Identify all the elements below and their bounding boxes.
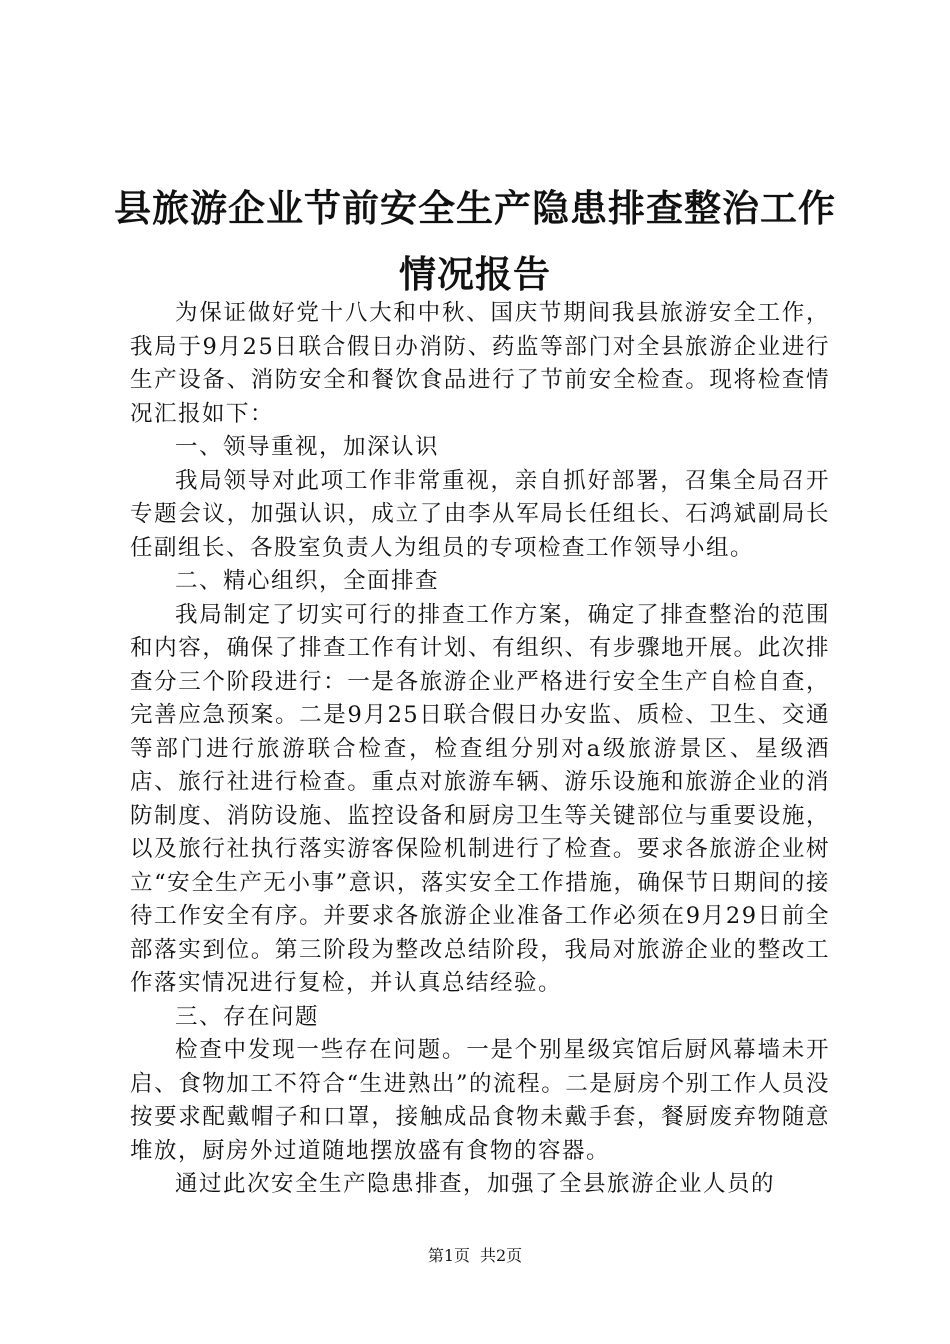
page-number: 第1页	[427, 1246, 470, 1265]
paragraph-problems: 检查中发现一些存在问题。一是个别星级宾馆后厨风幕墙未开启、食物加工不符合“生进熟出”的流程。二是厨房个别工作人员没按要求配戴帽子和口罩，接触成品食物未戴手套，餐厨废弃物随意堆放，厨房外过道随地摆放盛有食物的容器。	[130, 1037, 830, 1164]
section-heading-1: 一、领导重视，加深认识	[175, 434, 440, 460]
page-total: 共2页	[480, 1246, 523, 1265]
section-heading-2: 二、精心组织，全面排查	[175, 568, 440, 594]
paragraph-organization: 我局制定了切实可行的排查工作方案，确定了排查整治的范围和内容，确保了排查工作有计划、有组织、有步骤地开展。此次排查分三个阶段进行：一是各旅游企业严格进行安全生产自检自查，完善应急预案。二是9月25日联合假日办安监、质检、卫生、交通等部门进行旅游联合检查，检查组分别对a级旅游景区、星级酒店、旅行社进行检查。重点对旅游车辆、游乐设施和旅游企业的消防制度、消防设施、监控设备和厨房卫生等关键部位与重要设施，以及旅行社执行落实游客保险机制进行了检查。要求各旅游企业树立“安全生产无小事”意识，落实安全工作措施，确保节日期间的接待工作安全有序。并要求各旅游企业准备工作必须在9月29日前全部落实到位。第三阶段为整改总结阶段，我局对旅游企业的整改工作落实情况进行复检，并认真总结经验。	[130, 601, 830, 996]
section-heading-3: 三、存在问题	[175, 1003, 320, 1030]
paragraph-leadership: 我局领导对此项工作非常重视，亲自抓好部署，召集全局召开专题会议，加强认识，成立了由李从军局长任组长、石鸿斌副局长任副组长、各股室负责人为组员的专项检查工作领导小组。	[130, 467, 830, 561]
paragraph-intro: 为保证做好党十八大和中秋、国庆节期间我县旅游安全工作，我局于9月25日联合假日办消防、药监等部门对全县旅游企业进行生产设备、消防安全和餐饮食品进行了节前安全检查。现将检查情况汇报如下：	[130, 300, 830, 427]
document-title: 县旅游企业节前安全生产隐患排查整治工作情况报告	[114, 187, 836, 296]
page-footer	[0, 1245, 950, 1267]
document-body	[130, 297, 830, 1202]
paragraph-conclusion: 通过此次安全生产隐患排查，加强了全县旅游企业人员的	[175, 1171, 776, 1197]
